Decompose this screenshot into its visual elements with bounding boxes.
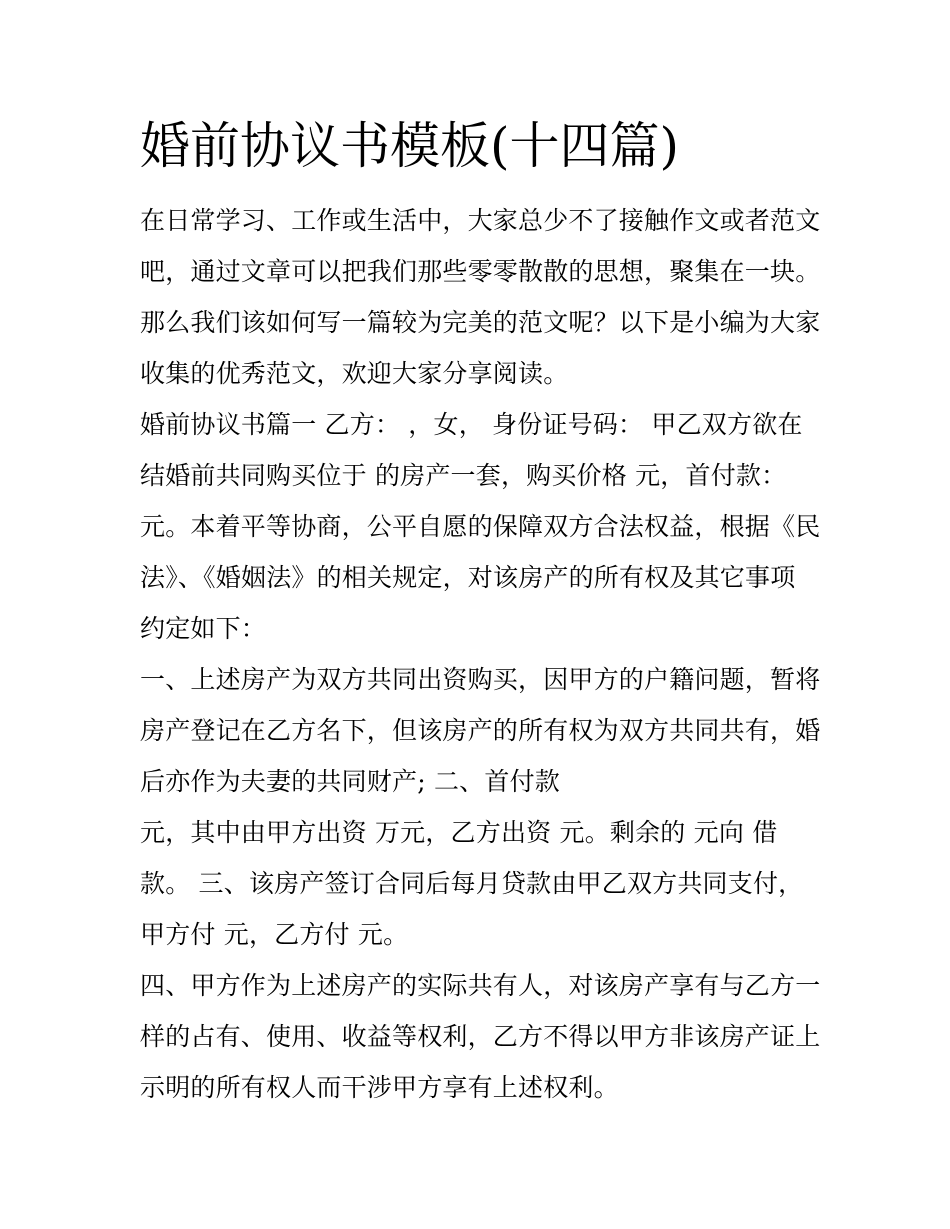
body-line: 元，其中由甲方出资 万元，乙方出资 元。剩余的 元向 借	[140, 818, 778, 847]
body-line: 房产登记在乙方名下，但该房产的所有权为双方共同共有，婚	[140, 716, 821, 745]
body-line: 后亦作为夫妻的共同财产; 二、首付款	[140, 767, 560, 796]
body-line: 样的占有、使用、收益等权利，乙方不得以甲方非该房产证上	[140, 1022, 821, 1051]
page-title: 婚前协议书模板(十四篇)	[140, 117, 680, 175]
body-line: 法》、《婚姻法》的相关规定，对该房产的所有权及其它事项	[140, 563, 796, 592]
body-line: 在日常学习、工作或生活中，大家总少不了接触作文或者范文	[140, 206, 821, 235]
body-line: 结婚前共同购买位于 的房产一套，购买价格 元，首付款：	[140, 461, 787, 490]
body-line: 示明的所有权人而干涉甲方享有上述权利。	[140, 1073, 619, 1102]
body-line: 约定如下：	[140, 614, 267, 643]
body-line: 元。本着平等协商，公平自愿的保障双方合法权益，根据《民	[140, 512, 821, 541]
body-line: 那么我们该如何写一篇较为完美的范文呢？以下是小编为大家	[140, 308, 821, 337]
body-line: 款。 三、该房产签订合同后每月贷款由甲乙双方共同支付，	[140, 869, 804, 898]
body-line: 吧，通过文章可以把我们那些零零散散的思想，聚集在一块。	[140, 257, 821, 286]
body-line: 婚前协议书篇一 乙方： ，女， 身份证号码： 甲乙双方欲在	[140, 410, 803, 439]
body-line: 收集的优秀范文，欢迎大家分享阅读。	[140, 359, 569, 388]
body-line: 甲方付 元，乙方付 元。	[140, 920, 409, 949]
body-line: 四、甲方作为上述房产的实际共有人，对该房产享有与乙方一	[140, 971, 821, 1000]
body-line: 一、上述房产为双方共同出资购买，因甲方的户籍问题，暂将	[140, 665, 821, 694]
